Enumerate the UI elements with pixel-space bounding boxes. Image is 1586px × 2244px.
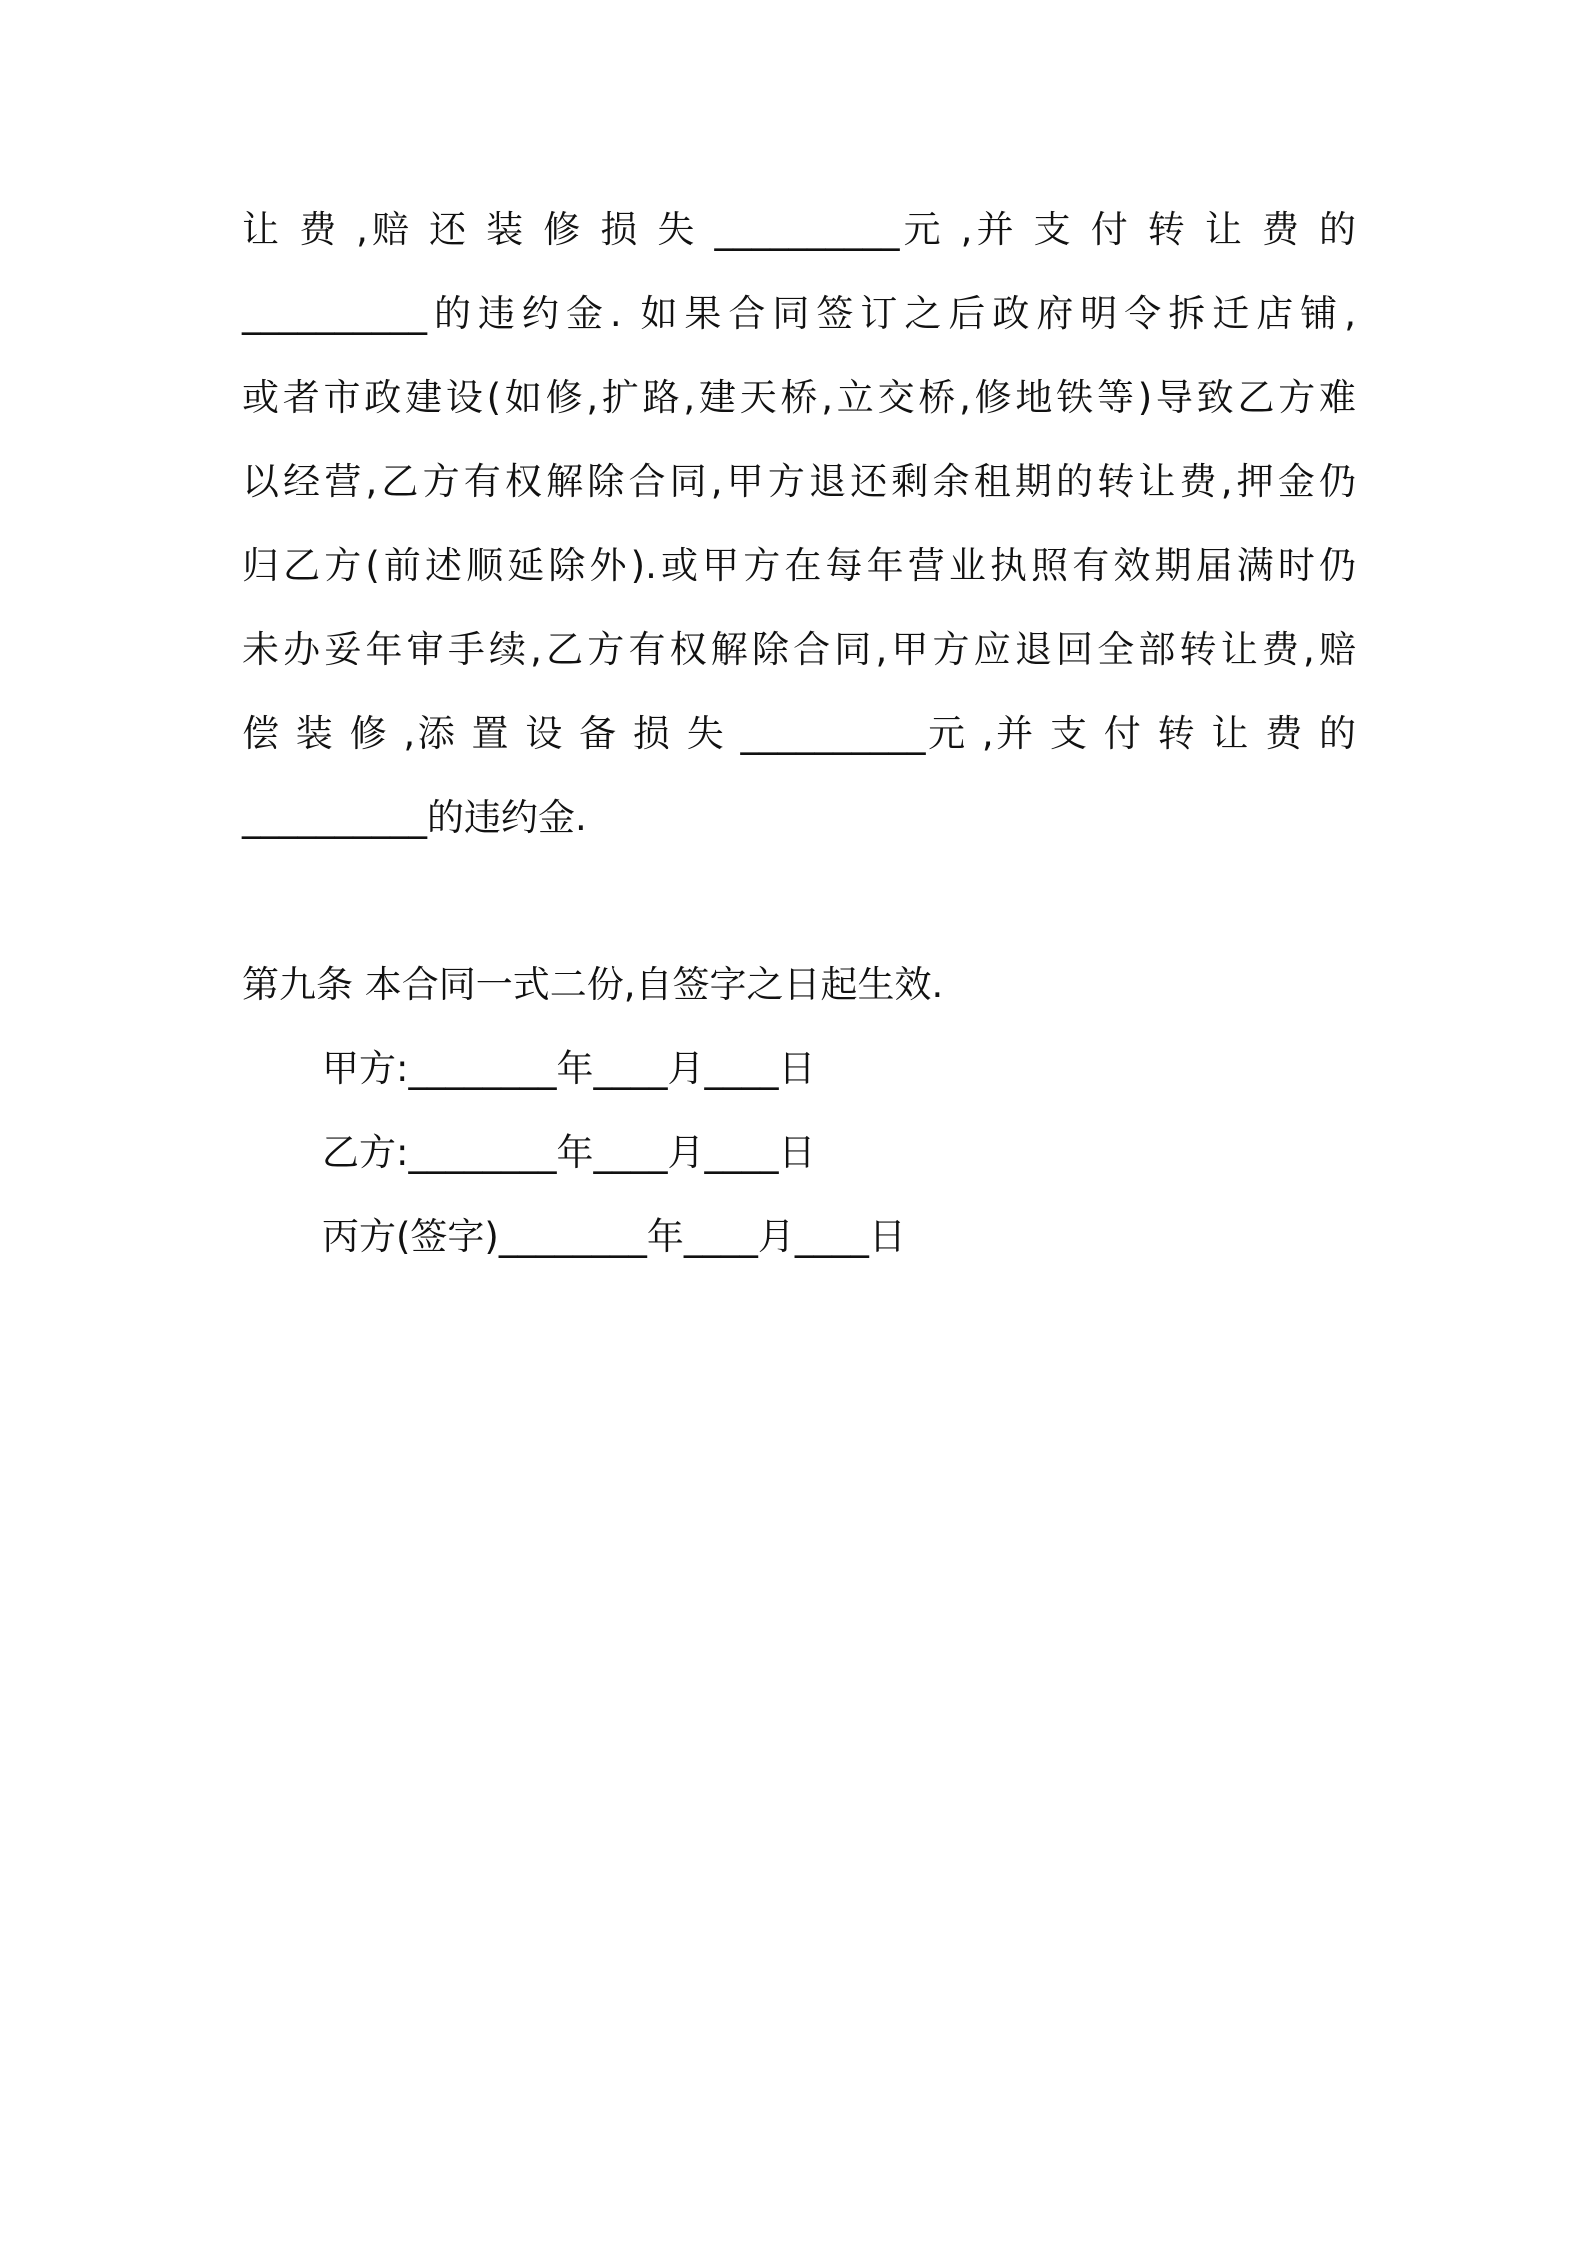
signature-line-party-b: 乙方:________年____月____日 [322,1131,816,1174]
paragraph-line: 归乙方(前述顺延除外).或甲方在每年营业执照有效期届满时仍 [242,544,1356,587]
article-nine-text: 第九条 本合同一式二份,自签字之日起生效. [242,963,944,1006]
paragraph-line: 以经营,乙方有权解除合同,甲方退还剩余租期的转让费,押金仍 [242,460,1356,503]
paragraph-line: 未办妥年审手续,乙方有权解除合同,甲方应退回全部转让费,赔 [242,628,1356,671]
paragraph-line: 让 费 ,赔 还 装 修 损 失 __________元 ,并 支 付 转 让 费 的 [242,208,1356,251]
paragraph-line: 或者市政建设(如修,扩路,建天桥,立交桥,修地铁等)导致乙方难 [242,376,1356,419]
paragraph-line: __________的违约金. 如果合同签订之后政府明令拆迁店铺, [242,292,1356,335]
paragraph-line: 偿 装 修 ,添 置 设 备 损 失 __________元 ,并 支 付 转 让 费 的 [242,712,1356,755]
paragraph-line: __________的违约金. [242,796,587,839]
contract-clause-paragraph [242,200,1356,860]
signature-line-party-c: 丙方(签字)________年____月____日 [322,1215,906,1258]
signature-line-party-a: 甲方:________年____月____日 [322,1047,816,1090]
article-nine [242,955,1356,1015]
